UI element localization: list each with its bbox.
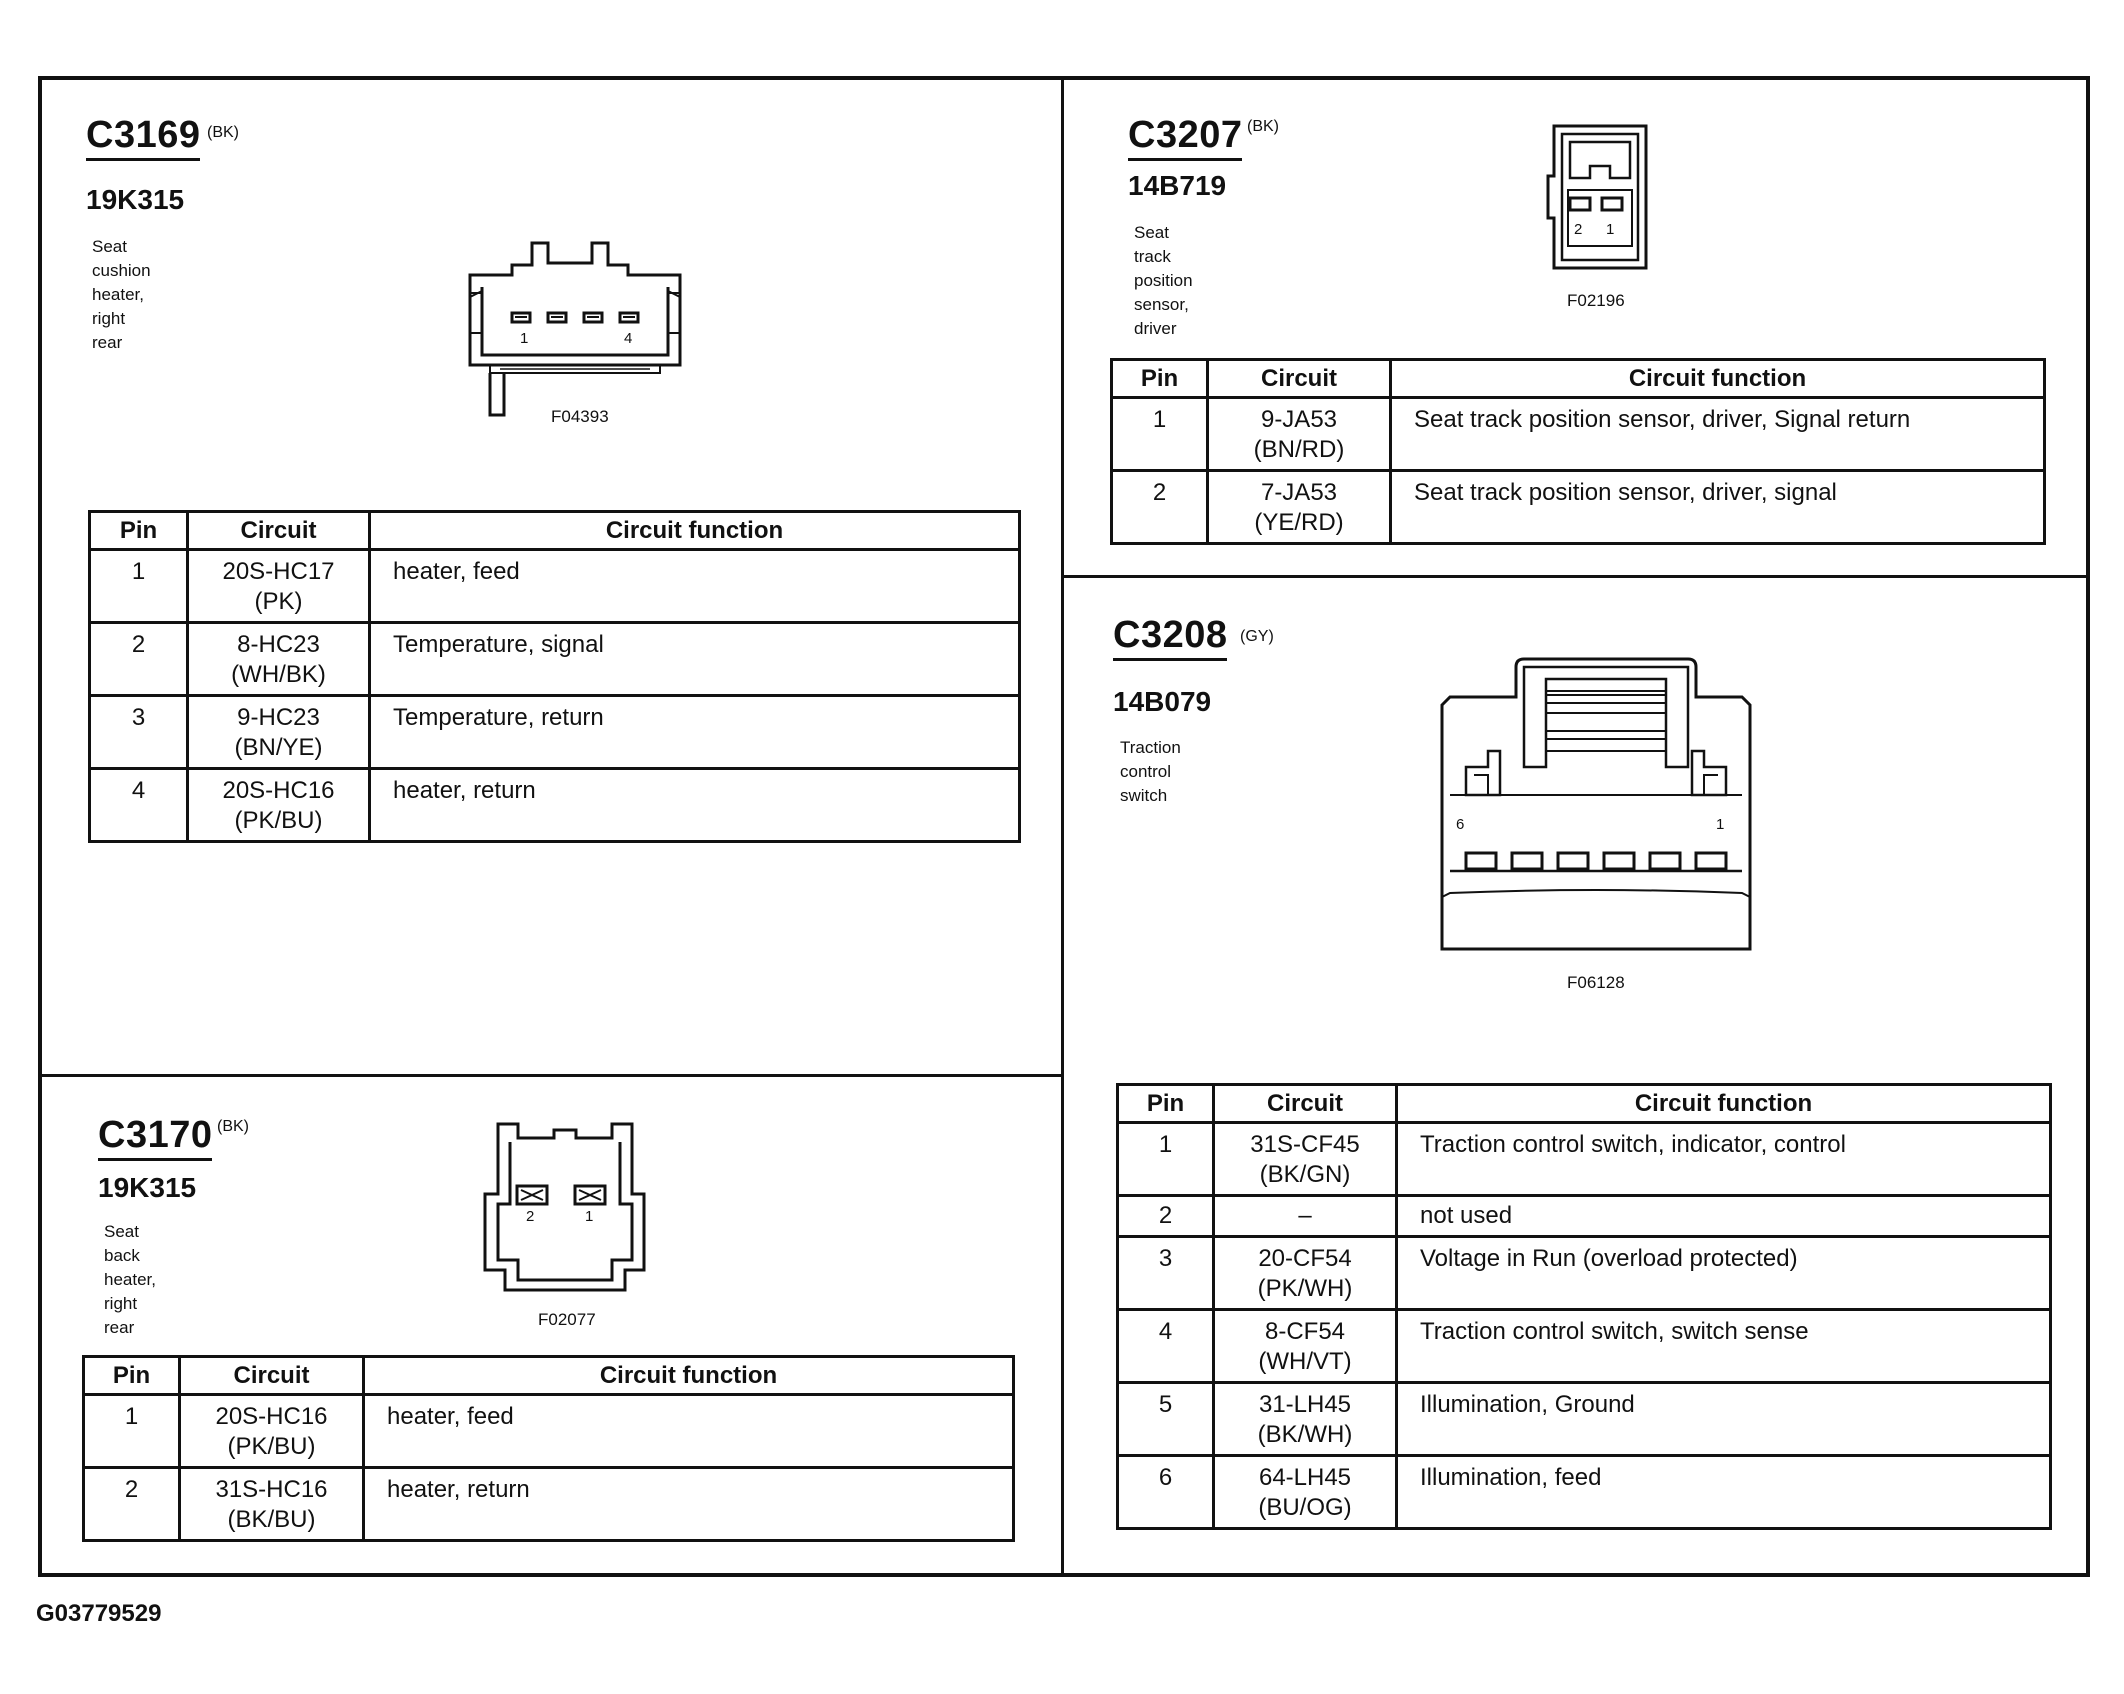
function-cell: heater, feed: [364, 1395, 1014, 1468]
pin-label-first: 2: [526, 1208, 535, 1225]
circuit-cell: [1214, 1310, 1397, 1383]
header-pin: Pin: [1118, 1085, 1214, 1123]
function-cell: Illumination, Ground: [1397, 1383, 2051, 1456]
header-function: Circuit function: [370, 512, 1020, 550]
table-row: [1118, 1456, 2051, 1529]
function-cell: heater, return: [370, 769, 1020, 842]
pin-cell: 4: [90, 769, 188, 842]
function-cell: Illumination, feed: [1397, 1456, 2051, 1529]
part-number: 19K315: [98, 1172, 197, 1203]
pin-cell: 1: [84, 1395, 180, 1468]
wire-color: (BN/YE): [234, 734, 323, 761]
part-number: 19K315: [86, 184, 185, 215]
table-row: [84, 1468, 1014, 1541]
circuit-cell: [1208, 398, 1391, 471]
pin-table: [1116, 1083, 2052, 1530]
circuit-code: 20-CF54: [1258, 1245, 1352, 1272]
circuit-code: 20S-HC17: [222, 558, 335, 585]
table-row: [1118, 1237, 2051, 1310]
connector-color: (BK): [217, 1118, 249, 1135]
figure-code: F02196: [1567, 291, 1625, 310]
table-row: [90, 550, 1020, 623]
pin-label-first: 1: [520, 330, 529, 347]
circuit-cell: [1214, 1237, 1397, 1310]
header-pin: Pin: [90, 512, 188, 550]
circuit-code: 8-HC23: [237, 631, 320, 658]
wire-color: (BK/GN): [1259, 1161, 1351, 1188]
wire-color: (BN/RD): [1253, 436, 1345, 463]
circuit-cell: [180, 1395, 364, 1468]
pin-cell: 3: [1118, 1237, 1214, 1310]
pin-table: [1110, 358, 2046, 545]
table-row: [1118, 1123, 2051, 1196]
circuit-code: 20S-HC16: [215, 1403, 328, 1430]
table-row: [90, 769, 1020, 842]
function-cell: Temperature, return: [370, 696, 1020, 769]
pin-cell: 6: [1118, 1456, 1214, 1529]
part-number: 14B719: [1128, 170, 1227, 201]
circuit-code: 64-LH45: [1258, 1464, 1352, 1491]
pin-cavity: [1604, 853, 1634, 869]
circuit-cell: [180, 1468, 364, 1541]
connector-face-drawing: [460, 235, 690, 420]
table-row: [1118, 1310, 2051, 1383]
connector-description: Seat track position sensor, driver: [1134, 223, 1193, 338]
wire-color: (PK/BU): [227, 1433, 316, 1460]
pin-label-last: 1: [1606, 221, 1615, 238]
wire-color: (WH/BK): [231, 661, 326, 688]
table-row: [1118, 1196, 2051, 1237]
table-header-row: [84, 1357, 1014, 1395]
header-pin: Pin: [84, 1357, 180, 1395]
circuit-code: –: [1298, 1202, 1312, 1229]
table-row: [90, 696, 1020, 769]
pin-cell: 1: [1118, 1123, 1214, 1196]
pin-cavity: [1570, 198, 1590, 210]
pin-cavity: [1558, 853, 1588, 869]
circuit-code: 7-JA53: [1260, 479, 1338, 506]
circuit-code: 31-LH45: [1258, 1391, 1352, 1418]
connector-color: (GY): [1240, 628, 1274, 645]
pin-cell: 3: [90, 696, 188, 769]
pin-cell: 2: [1118, 1196, 1214, 1237]
pin-cavity: [1512, 853, 1542, 869]
table-row: [84, 1395, 1014, 1468]
circuit-cell: [188, 550, 370, 623]
pin-cavity: [1602, 198, 1622, 210]
connector-description: Traction control switch: [1120, 738, 1181, 805]
connector-face-drawing: [1436, 655, 1756, 960]
table-row: [1112, 471, 2045, 544]
pin-cell: 2: [84, 1468, 180, 1541]
pin-cavity: [1466, 853, 1496, 869]
header-function: Circuit function: [1397, 1085, 2051, 1123]
wire-color: (YE/RD): [1254, 509, 1344, 536]
table-row: [1118, 1383, 2051, 1456]
header-circuit: Circuit: [1208, 360, 1391, 398]
wire-color: (BK/WH): [1257, 1421, 1353, 1448]
pin-table: [82, 1355, 1015, 1542]
pin-cell: 1: [1112, 398, 1208, 471]
circuit-code: 31S-HC16: [215, 1476, 328, 1503]
pin-label-last: 1: [1716, 816, 1725, 833]
wire-color: (BU/OG): [1258, 1494, 1352, 1521]
header-function: Circuit function: [364, 1357, 1014, 1395]
vertical-divider: [1061, 76, 1064, 1577]
pin-cavity: [1696, 853, 1726, 869]
connector-color: (BK): [1247, 118, 1279, 135]
circuit-cell: [1208, 471, 1391, 544]
pin-cell: 1: [90, 550, 188, 623]
connector-face-drawing: [1540, 118, 1660, 278]
pin-cavity: [1650, 853, 1680, 869]
wire-color: (PK/WH): [1257, 1275, 1353, 1302]
circuit-code: 9-HC23: [237, 704, 320, 731]
header-circuit: Circuit: [180, 1357, 364, 1395]
pin-cell: 2: [1112, 471, 1208, 544]
pin-table: [88, 510, 1021, 843]
header-circuit: Circuit: [188, 512, 370, 550]
header-pin: Pin: [1112, 360, 1208, 398]
circuit-code: 8-CF54: [1264, 1318, 1346, 1345]
function-cell: not used: [1397, 1196, 2051, 1237]
table-row: [1112, 398, 2045, 471]
header-circuit: Circuit: [1214, 1085, 1397, 1123]
function-cell: heater, feed: [370, 550, 1020, 623]
figure-code: F02077: [538, 1310, 596, 1329]
figure-code: F04393: [551, 407, 609, 426]
connector-description: Seat back heater, right rear: [104, 1222, 156, 1337]
function-cell: Traction control switch, switch sense: [1397, 1310, 2051, 1383]
connector-id: C3207: [1128, 116, 1242, 161]
table-row: [90, 623, 1020, 696]
circuit-cell: [188, 769, 370, 842]
circuit-cell: [188, 696, 370, 769]
circuit-cell: [188, 623, 370, 696]
pin-cell: 4: [1118, 1310, 1214, 1383]
wire-color: (PK/BU): [234, 807, 323, 834]
wire-color: (BK/BU): [227, 1506, 316, 1533]
connector-id: C3169: [86, 116, 200, 161]
circuit-cell: [1214, 1383, 1397, 1456]
table-header-row: [90, 512, 1020, 550]
pin-label-last: 4: [624, 330, 633, 347]
circuit-cell: [1214, 1123, 1397, 1196]
circuit-code: 20S-HC16: [222, 777, 335, 804]
figure-reference-code: G03779529: [36, 1600, 162, 1627]
function-cell: Voltage in Run (overload protected): [1397, 1237, 2051, 1310]
header-function: Circuit function: [1391, 360, 2045, 398]
wire-color: (WH/VT): [1258, 1348, 1352, 1375]
pin-label-last: 1: [585, 1208, 594, 1225]
wire-color: (PK): [254, 588, 303, 615]
function-cell: heater, return: [364, 1468, 1014, 1541]
left-horizontal-divider: [38, 1074, 1063, 1077]
connector-face-drawing: [480, 1120, 650, 1295]
circuit-code: 9-JA53: [1260, 406, 1338, 433]
part-number: 14B079: [1113, 686, 1212, 717]
right-horizontal-divider: [1061, 575, 2090, 578]
function-cell: Seat track position sensor, driver, Signal return: [1391, 398, 2045, 471]
connector-id: C3208: [1113, 616, 1227, 661]
pin-label-first: 2: [1574, 221, 1583, 238]
circuit-cell: [1214, 1196, 1397, 1237]
figure-code: F06128: [1567, 973, 1625, 992]
connector-color: (BK): [207, 124, 239, 141]
pin-label-first: 6: [1456, 816, 1465, 833]
circuit-cell: [1214, 1456, 1397, 1529]
function-cell: Temperature, signal: [370, 623, 1020, 696]
table-header-row: [1118, 1085, 2051, 1123]
pin-cell: 5: [1118, 1383, 1214, 1456]
function-cell: Seat track position sensor, driver, signal: [1391, 471, 2045, 544]
circuit-code: 31S-CF45: [1250, 1131, 1360, 1158]
function-cell: Traction control switch, indicator, control: [1397, 1123, 2051, 1196]
pin-cell: 2: [90, 623, 188, 696]
connector-description: Seat cushion heater, right rear: [92, 237, 151, 352]
table-header-row: [1112, 360, 2045, 398]
connector-id: C3170: [98, 1116, 212, 1161]
